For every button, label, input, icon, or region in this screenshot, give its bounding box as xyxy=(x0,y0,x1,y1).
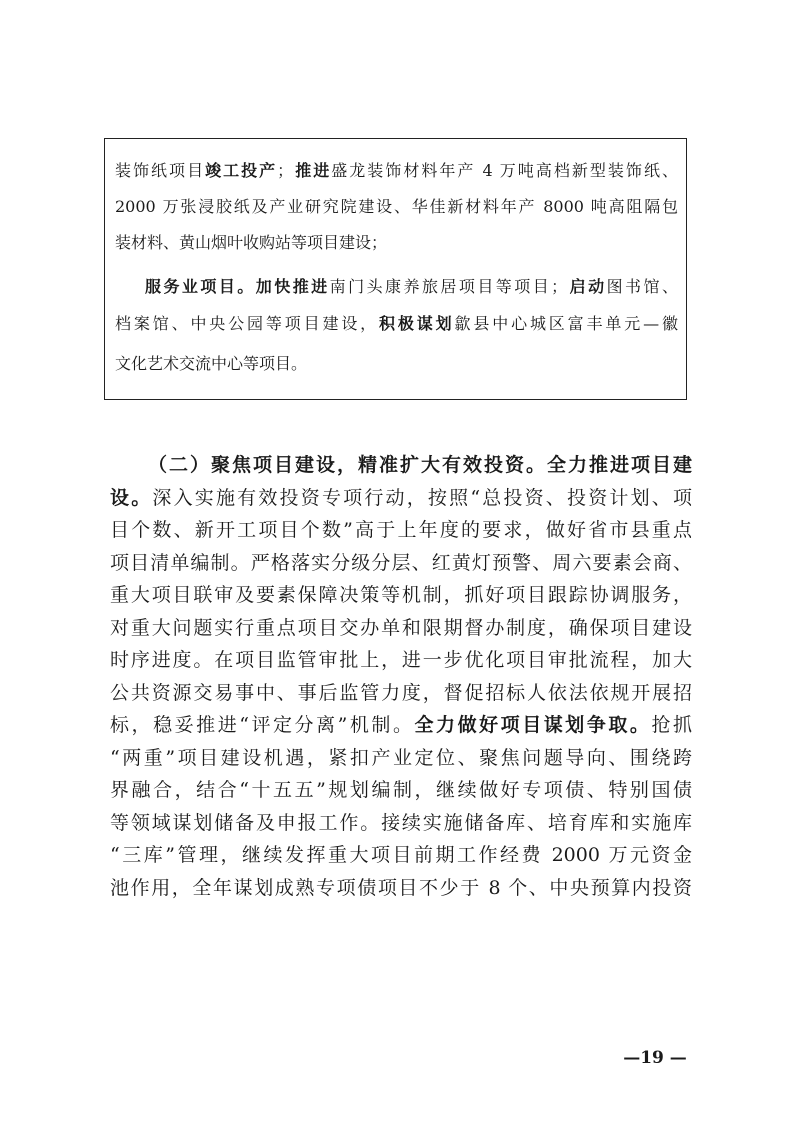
emphasis-text: 启动 xyxy=(567,277,607,296)
body-text: 档案馆、中央公园等项目建设， xyxy=(115,314,380,333)
page-number: —19 — xyxy=(623,1048,687,1068)
paragraph-line xyxy=(110,841,692,869)
body-text: 等领域谋划储备及申报工作。接续实施储备库、培育库和实施库 xyxy=(110,811,692,834)
body-text: 深入实施有效投资专项行动，按照“总投资、投资计划、项 xyxy=(152,486,692,509)
body-text: 装饰纸项目 xyxy=(115,161,206,180)
paragraph-line xyxy=(110,614,692,642)
emphasis-text: 设。 xyxy=(110,486,153,509)
box-line xyxy=(105,197,686,217)
body-text: 目个数、新开工项目个数”高于上年度的要求，做好省市县重点 xyxy=(110,519,692,541)
body-text: 南门头康养旅居项目等项目； xyxy=(329,277,568,296)
paragraph-line xyxy=(110,484,692,512)
body-text: 对重大问题实行重点项目交办单和限期督办制度，确保项目建设 xyxy=(110,616,692,639)
body-text: “两重”项目建设机遇，紧扣产业定位、聚焦问题导向、围绕跨 xyxy=(110,746,692,769)
emphasis-text: 积极谋划 xyxy=(379,314,455,333)
body-text: 重大项目联审及要素保障决策等机制，抓好项目跟踪协调服务， xyxy=(110,584,692,606)
emphasis-text: 推进 xyxy=(293,161,332,180)
paragraph-line xyxy=(110,679,692,707)
box-line xyxy=(105,233,686,253)
paragraph-line xyxy=(110,516,692,544)
body-text: 文化艺术交流中心等项目。 xyxy=(115,354,308,373)
body-text: 装材料、黄山烟叶收购站等项目建设； xyxy=(115,233,388,252)
highlight-box xyxy=(104,138,687,400)
body-text: 时序进度。在项目监管审批上，进一步优化项目审批流程，加大 xyxy=(110,649,692,671)
box-line xyxy=(105,314,686,334)
body-text: ； xyxy=(277,161,294,180)
body-text: 公共资源交易事中、事后监管力度，督促招标人依法依规开展招 xyxy=(110,681,692,704)
body-text: 界融合，结合“十五五”规划编制，继续做好专项债、特别国债 xyxy=(110,779,692,801)
emphasis-text: （二）聚焦项目建设，精准扩大有效投资。全力推进项目建 xyxy=(148,454,692,476)
paragraph-line xyxy=(110,581,692,609)
paragraph-line xyxy=(110,711,692,739)
body-text: “三库”管理，继续发挥重大项目前期工作经费 2000 万元资金 xyxy=(110,844,692,866)
box-line xyxy=(105,277,686,297)
paragraph-line xyxy=(110,549,692,577)
box-line xyxy=(105,354,686,374)
emphasis-text: 加快推进 xyxy=(255,277,330,296)
paragraph-line xyxy=(110,646,692,674)
body-text: 池作用，全年谋划成熟专项债项目不少于 8 个、中央预算内投资 xyxy=(110,876,692,899)
body-text: 标，稳妥推进“评定分离”机制。 xyxy=(110,714,415,736)
paragraph-line xyxy=(110,809,692,837)
paragraph-line xyxy=(110,776,692,804)
emphasis-text: 服务业项目。 xyxy=(145,277,256,296)
body-text: 抢抓 xyxy=(651,714,692,736)
body-text: 歙县中心城区富丰单元—徽 xyxy=(454,314,678,333)
emphasis-text: 竣工投产 xyxy=(205,161,278,180)
paragraph-line xyxy=(110,744,692,772)
paragraph-line xyxy=(148,451,692,479)
body-text: 项目清单编制。严格落实分级分层、红黄灯预警、周六要素会商、 xyxy=(110,551,692,574)
body-text: 盛龙装饰材料年产 4 万吨高档新型装饰纸、 xyxy=(331,161,678,180)
body-text: 图书馆、 xyxy=(606,277,678,296)
box-line xyxy=(105,161,686,181)
emphasis-text: 全力做好项目谋划争取。 xyxy=(414,714,652,736)
paragraph-line xyxy=(110,874,692,902)
body-text: 2000 万张浸胶纸及产业研究院建设、华佳新材料年产 8000 吨高阻隔包 xyxy=(115,197,678,216)
